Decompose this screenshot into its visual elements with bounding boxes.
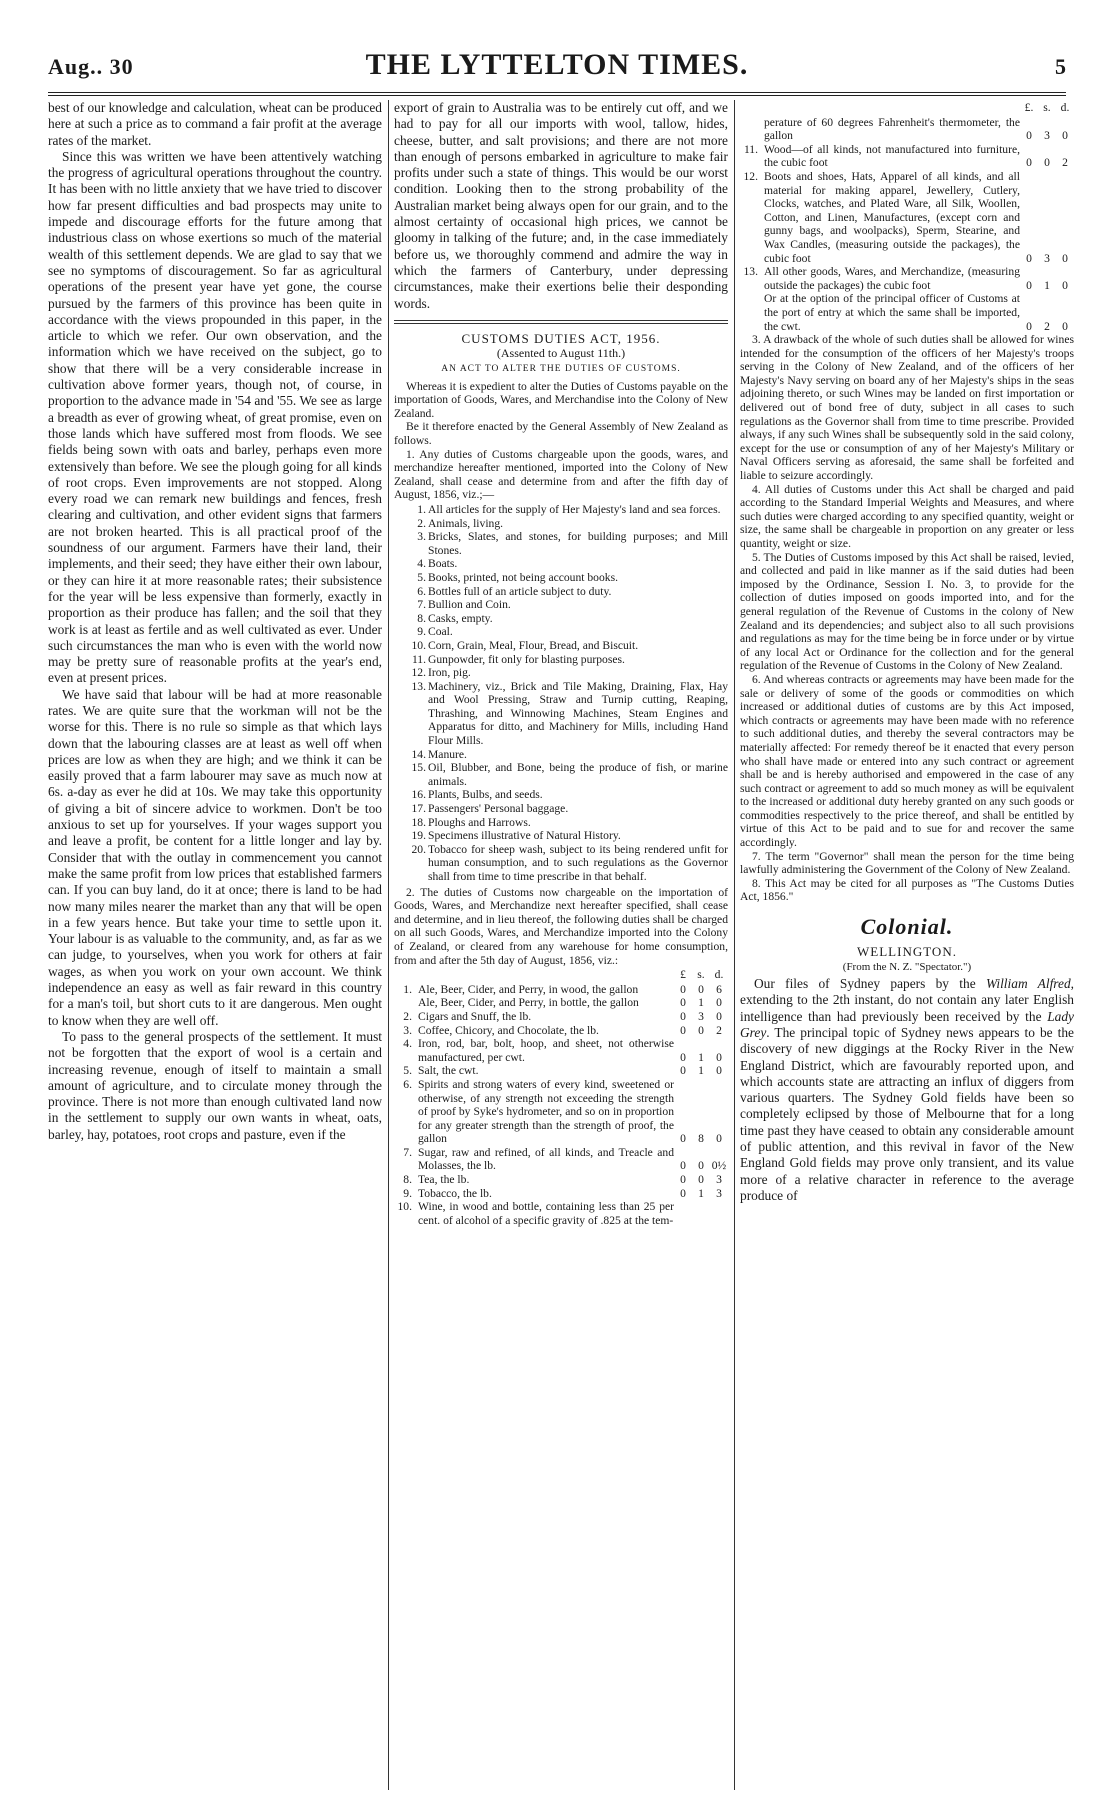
item-description: Spirits and strong waters of every kind, sweetened or otherwise, of any strength not exceeding the strength of proof by Syke's hydrometer, and so on in proportion for any greater strength than the strength of proof, the gallon [418, 1077, 674, 1146]
free-item [394, 816, 728, 830]
item-text: Bricks, Slates, and stones, for building purposes; and Mill Stones. [428, 530, 728, 557]
shillings-value: 0 [698, 1023, 704, 1037]
free-item [394, 625, 728, 639]
item-number: 7. [403, 1145, 412, 1159]
item-number: 14. [411, 747, 426, 761]
news-text: . The principal topic of Sydney news appears to be the discovery of new diggings at the Rocky River in the New England District, which are favourably reported upon, and which accounts state are attracting an influx of diggers from various quarters. The Sydney Gold fields have been so completely eclipsed by those of Melbourne that for a long time past they have ceased to obtain any considerable amount of public attention, and this revival in favor of the New England Gold fields may prove only transient, and its value more of a relative character in reference to the average produce of [740, 1024, 1074, 1203]
duty-table-continued [740, 100, 1074, 333]
shillings-value [692, 1200, 710, 1227]
free-item [394, 666, 728, 680]
shillings-value: 1 [698, 1186, 704, 1200]
pence-value: 0 [1062, 129, 1068, 143]
item-number: 5. [403, 1064, 412, 1078]
editorial-paragraph: best of our knowledge and calculation, wheat can be produced here at such a price as to command a fair profit at the average rates of the market. [48, 100, 382, 148]
item-number: 10. [411, 638, 426, 652]
shillings-value: 0 [698, 1173, 704, 1187]
duty-row [394, 996, 728, 1010]
masthead-rule-top [48, 92, 1066, 93]
free-item [394, 585, 728, 599]
act-section-5: 5. The Duties of Customs imposed by this Act shall be raised, levied, and collected and paid in like manner as if the said duties had been imposed by the Ordinance, Session I. No. 3, to provide for the collection of duties imposed on goods imported into, and for the general regulation of the Revenue of Customs in the colony of New Zealand and its dependencies; and subject also to all such provisions and regulations as may for the time being be in force under or by virtue of any local Act or Ordinance for the collection and for the general regulation of the Revenue of Customs in the Colony of New Zealand. [740, 550, 1074, 673]
pence-value [710, 1200, 728, 1227]
pence-value: 0 [716, 1132, 722, 1146]
duty-row [740, 116, 1074, 143]
free-item [394, 843, 728, 884]
duty-row [394, 1024, 728, 1038]
item-description: Tobacco, the lb. [418, 1186, 492, 1200]
wellington-heading: WELLINGTON. [857, 944, 957, 960]
item-description: Sugar, raw and refined, of all kinds, and Treacle and Molasses, the lb. [418, 1145, 674, 1173]
news-text: , extending to the 2th instant, do not contain any later English intelligence than had previously been received by the [740, 976, 1074, 1024]
issue-date: Aug.. 30 [48, 54, 134, 79]
item-number: 2. [417, 516, 426, 530]
editorial-paragraph: Since this was written we have been attentively watching the progress of agricultural operations throughout the country. It has been with no little anxiety that we have tried to discover how far present difficulties and bad prospects may unite to impede and discourage efforts for the future among that industrious class on whose exertions so much of the material wealth of this settlement depends. We are glad to say that we see no symptoms of discouragement. So far as agricultural operations of the present year have yet gone, the course pursued by the farmers of this province has been quite in accordance with the views propounded in this paper, in the article to which we refer. Our own observation, and the information which we have received on the subject, go to show that there will be a very considerable increase in cultivation above former years, though not, of course, in proportion to the advance made in '54 and '55. We see as large a breadth as ever of growing wheat, of great promise, even on those lands which have suffered most from floods. We see fields being sown with oats and barley, perhaps even more extensively than before. We see the plough going for all kinds of root crops. Even improvements are not stopped. Along every road we can remark new buildings and fences, fresh clearing and cultivation, and other evident signs that farmers are not broken hearted. This is all practical proof of the soundness of our argument. Farmers have their land, their implements, and their seed; they have either their own labour, or they can hire it at more reasonable rates; their subsistence for the year will be less expensive than formerly, exactly in proportion as their produce has fallen; and the soil that they work is at least as fertile and as well cultivated as ever. Under such circumstances the man who is even with the world now may be pretty sure of reasonable profits at the year's end, even at present prices. [48, 148, 382, 686]
shillings-value: 3 [1044, 251, 1050, 265]
act-heading: CUSTOMS DUTIES ACT, 1956. [461, 330, 661, 346]
free-item [394, 680, 728, 748]
shillings-value: 0 [1044, 156, 1050, 170]
item-description: Wood—of all kinds, not manufactured into furniture, the cubic foot [764, 142, 1020, 170]
item-description: Salt, the cwt. [418, 1064, 479, 1078]
page-number: 5 [1055, 54, 1066, 79]
currency-header: s. [1043, 101, 1051, 114]
shillings-value: 3 [1044, 129, 1050, 143]
item-number: 13. [743, 265, 758, 279]
item-text: Bottles full of an article subject to duty. [428, 584, 612, 598]
item-description: Tea, the lb. [418, 1173, 470, 1187]
pence-value: 0 [716, 1009, 722, 1023]
pounds-value: 0 [1026, 129, 1032, 143]
item-number: 17. [411, 802, 426, 816]
item-number: 8. [417, 611, 426, 625]
shillings-value: 0 [698, 1159, 704, 1173]
editorial-paragraph: To pass to the general prospects of the settlement. It must not be forgotten that the export of wool is a certain and increasing revenue, enough of itself to maintain a small amount of agriculture, and to circulate money through the province. There is not more than enough cultivated land now in the settlement to supply our own wants in wheat, oats, barley, hay, potatoes, root crops and pasture, even if the [48, 1028, 382, 1142]
item-description: Cigars and Snuff, the lb. [418, 1009, 532, 1023]
column-1-editorial [48, 100, 382, 1790]
shillings-value: 1 [1044, 278, 1050, 292]
item-number: 11. [743, 142, 758, 156]
duty-row [740, 143, 1074, 170]
duty-row [740, 265, 1074, 292]
shillings-value: 0 [698, 982, 704, 996]
item-number: 1. [403, 982, 412, 996]
free-item [394, 503, 728, 517]
pounds-value: 0 [680, 1173, 686, 1187]
act-preamble: Be it therefore enacted by the General Assembly of New Zealand as follows. [394, 420, 728, 448]
free-item [394, 653, 728, 667]
item-text: Coal. [428, 625, 453, 639]
section-rule [394, 323, 728, 324]
masthead [48, 48, 1066, 88]
duty-row [394, 1146, 728, 1173]
item-number [394, 996, 416, 1010]
item-text: Ploughs and Harrows. [428, 815, 531, 829]
pounds-value: 0 [1026, 319, 1032, 333]
item-text: Machinery, viz., Brick and Tile Making, Draining, Flax, Hay and Wool Pressing, Straw and Turnip cutting, Reaping, Thrashing, and Winnowing Machines, Steam Engines and Apparatus for ditto, and Machinery for Mills, including Hand Flour Mills. [428, 679, 728, 748]
column-3 [740, 100, 1074, 1790]
item-text: Casks, empty. [428, 611, 493, 625]
pounds-value: 0 [680, 996, 686, 1010]
item-number: 12. [411, 666, 426, 680]
pence-value: 3 [716, 1186, 722, 1200]
item-number: 3. [403, 1023, 412, 1037]
item-text: Plants, Bulbs, and seeds. [428, 788, 543, 802]
item-number: 18. [411, 815, 426, 829]
free-item [394, 761, 728, 788]
ship-name: Lady Grey [740, 1008, 1074, 1040]
ship-name: William Alfred [985, 976, 1071, 992]
item-number: 19. [411, 829, 426, 843]
shillings-value: 1 [698, 1064, 704, 1078]
act-section-3: 3. A drawback of the whole of such duties shall be allowed for wines intended for the consumption of the officers of her Majesty's troops serving in the Colony of New Zealand, and of the officers of her Majesty's Navy serving on board any of her Majesty's ships in the seas adjoining thereto, or such Wines may be landed on first importation or delivered out of bond free of duty, subject in all cases to such regulations as the Governor shall from time to time prescribe. Provided always, if any such Wines shall be subsequently sold in the said colony, except for the use or consumption of any of her Majesty's Military or Naval Officers serving as aforesaid, the same shall be forfeited and liable to seizure accordingly. [740, 333, 1074, 483]
shillings-value: 3 [698, 1009, 704, 1023]
free-item [394, 598, 728, 612]
pounds-value: 0 [680, 982, 686, 996]
free-item [394, 748, 728, 762]
item-number: 1. [417, 502, 426, 516]
duty-row [394, 983, 728, 997]
pounds-value: 0 [680, 1186, 686, 1200]
act-section-1: 1. Any duties of Customs chargeable upon the goods, wares, and merchandize hereafter mentioned, imported into the Colony of New Zealand, shall cease and determine from and after the fifth day of August, 1856, viz.;— [394, 447, 728, 502]
free-item [394, 802, 728, 816]
shillings-value: 1 [698, 1050, 704, 1064]
pence-value: 3 [716, 1173, 722, 1187]
item-number: 4. [403, 1037, 412, 1051]
column-2 [394, 100, 728, 1790]
pence-value: 6 [716, 982, 722, 996]
item-text: Books, printed, not being account books. [428, 570, 618, 584]
pounds-value: 0 [680, 1132, 686, 1146]
customs-act [394, 332, 728, 1228]
act-section-2: 2. The duties of Customs now chargeable on the importation of Goods, Wares, and Merchandize next hereafter specified, shall cease and determine, and in lieu thereof, the following duties shall be charged on all such Goods, Wares, and Merchandize imported into the Colony of Zealand, or cleared from any warehouse for home consumption, from and after the 5th day of August, 1856, viz.: [394, 885, 728, 967]
pence-value: 2 [716, 1023, 722, 1037]
item-number: 5. [417, 570, 426, 584]
item-number: 15. [411, 761, 426, 775]
free-item [394, 639, 728, 653]
column-divider-2 [734, 100, 735, 1790]
pence-value: 0 [1062, 251, 1068, 265]
act-section-8: 8. This Act may be cited for all purposes as "The Customs Duties Act, 1856." [740, 876, 1074, 904]
item-number: 6. [417, 584, 426, 598]
pounds-value: 0 [1026, 251, 1032, 265]
item-description: Ale, Beer, Cider, and Perry, in bottle, the gallon [418, 996, 639, 1010]
item-number: 6. [403, 1077, 412, 1091]
item-text: All articles for the supply of Her Majesty's land and sea forces. [428, 502, 721, 516]
colonial-heading: Colonial. [860, 914, 954, 940]
currency-header: d. [714, 968, 724, 982]
item-number: 11. [411, 652, 426, 666]
section-rule [394, 320, 728, 321]
pounds-value [674, 1200, 692, 1227]
newspaper-title: THE LYTTELTON TIMES. [365, 48, 749, 81]
item-number: 9. [403, 1186, 412, 1200]
pence-value: 0 [716, 996, 722, 1010]
currency-header: d. [1060, 101, 1070, 114]
pence-value: 2 [1062, 156, 1068, 170]
item-description: Or at the option of the principal officer of Customs at the port of entry at which the same shall be imported, the cwt. [764, 292, 1020, 333]
item-number: 7. [417, 598, 426, 612]
item-number [740, 292, 762, 333]
act-assented: (Assented to August 11th.) [496, 346, 626, 361]
free-item [394, 829, 728, 843]
duty-row [394, 1064, 728, 1078]
item-text: Manure. [428, 747, 467, 761]
item-text: Bullion and Coin. [428, 598, 511, 612]
item-text: Corn, Grain, Meal, Flour, Bread, and Biscuit. [428, 638, 639, 652]
free-item [394, 517, 728, 531]
item-number: 2. [403, 1009, 412, 1023]
free-item [394, 612, 728, 626]
free-item [394, 788, 728, 802]
act-preamble: Whereas it is expedient to alter the Duties of Customs payable on the importation of Goods, Wares, and Merchandise into the Colony of New Zealand. [394, 379, 728, 420]
pounds-value: 0 [680, 1050, 686, 1064]
pence-value: 0 [1062, 278, 1068, 292]
item-text: Oil, Blubber, and Bone, being the produce of fish, or marine animals. [428, 761, 728, 788]
item-text: Boats. [428, 557, 458, 571]
item-description: Boots and shoes, Hats, Apparel of all kinds, and all material for making apparel, Jewellery, Cutlery, Clocks, watches, and Plated Ware, all Silk, Woollen, Cotton, and Linen, Manufactures, (except corn and gunny bags, and woolpacks), Sperm, Stearine, and Wax Candles, (measuring outside the packages), the cubic foot [764, 169, 1020, 265]
pence-value: 0½ [711, 1159, 727, 1173]
free-items-list [394, 503, 728, 884]
act-section-6: 6. And whereas contracts or agreements may have been made for the sale or delivery of some of the goods or commodities on which increased or additional duties of customs are by this Act imposed, which contracts or agreements may have been made with no reference to such additional duties, and thereby the several contractors may be materially affected: For remedy thereof be it enacted that every person who shall have made or entered into any such contract or agreement shall be and is hereby authorised and empowered in the case of any such contract or agreement to add so much money as will be equivalent to the increased or additional duty hereby granted on any such goods or commodities respectively to the price thereof, and shall be entitled by virtue of this Act to be paid and to sue for and recover the same accordingly. [740, 672, 1074, 850]
duty-row [394, 1173, 728, 1187]
duty-table [394, 967, 728, 1227]
item-number: 10. [397, 1200, 412, 1214]
item-description: Iron, rod, bar, bolt, hoop, and sheet, not otherwise manufactured, per cwt. [418, 1037, 674, 1064]
free-item [394, 530, 728, 557]
item-text: Specimens illustrative of Natural History. [428, 829, 621, 843]
item-text: Iron, pig. [428, 666, 471, 680]
shillings-value: 8 [698, 1132, 704, 1146]
item-number: 4. [417, 557, 426, 571]
currency-header: £. [1024, 101, 1034, 114]
shillings-value: 2 [1044, 319, 1050, 333]
column-divider-1 [388, 100, 389, 1790]
duty-row [394, 1187, 728, 1201]
news-text: Our files of Sydney papers by the [754, 976, 986, 992]
item-number: 8. [403, 1173, 412, 1187]
duty-row [394, 1010, 728, 1024]
item-description: All other goods, Wares, and Merchandize, (measuring outside the packages) the cubic foot [764, 265, 1020, 292]
pounds-value: 0 [680, 1064, 686, 1078]
pence-value: 0 [716, 1064, 722, 1078]
shillings-value: 1 [698, 996, 704, 1010]
duty-row [394, 1200, 728, 1227]
item-text: Animals, living. [428, 516, 504, 530]
pounds-value: 0 [1026, 156, 1032, 170]
item-number: 12. [743, 169, 758, 183]
item-text: Passengers' Personal baggage. [428, 802, 569, 816]
item-description: perature of 60 degrees Fahrenheit's thermometer, the gallon [764, 115, 1020, 143]
act-section-4: 4. All duties of Customs under this Act shall be charged and paid according to the Standard Imperial Weights and Measures, and where such duties were charged according to any specified quantity, weight or size, the same shall be chargeable in proportion on any greater or less quantity, weight or size. [740, 482, 1074, 550]
duty-row [740, 170, 1074, 265]
customs-act-continued [740, 100, 1074, 904]
item-number: 13. [411, 679, 426, 693]
masthead-rule-bottom [48, 95, 1066, 96]
pounds-value: 0 [1026, 278, 1032, 292]
duty-row [394, 1037, 728, 1064]
item-description: Coffee, Chicory, and Chocolate, the lb. [418, 1023, 599, 1037]
free-item [394, 557, 728, 571]
act-section-7: 7. The term "Governor" shall mean the person for the time being lawfully administering the Government of the Colony of New Zealand. [740, 849, 1074, 877]
editorial-paragraph: We have said that labour will be had at more reasonable rates. We are quite sure that the workman will not be the worse for this. There is no rule so simple as that which lays down that the labouring classes are at least as well off when prices are low as when they are high; and we think it can be easily proved that a farm labourer may save as much now at 6s. a-day as ever he did at 10s. We may take this opportunity of giving a bit of sincere advice to workmen. Don't be too anxious to set up for yourselves. If your wages support you and leave a profit, be content for a little longer and lay by. Consider that with the outlay in commencement you cannot make the same profit from low prices that established farmers can. If you can buy land, do it at once; there is land to be had now many miles nearer the market than any that will be open in a few years hence. But take your time to settle upon it. Your labour is as valuable to the community, and, as far as we can judge, to yourselves, when you work for others at fair wages, as when you work on your own account. We think independence an easy as well as fair reward in this country for a man's toil, but short cuts to it are dangerous. Men ought to know when they are well off. [48, 686, 382, 1028]
pounds-value: 0 [680, 1159, 686, 1173]
item-text: Tobacco for sheep wash, subject to its being rendered unfit for human consumption, and to such regulations as the Governor shall from time to time prescribe in that behalf. [428, 842, 728, 884]
duty-row [394, 1078, 728, 1146]
pounds-value: 0 [680, 1009, 686, 1023]
editorial-continuation: export of grain to Australia was to be entirely cut off, and we had to pay for all our imports with wool, tallow, hides, cheese, butter, and salt provisions; and there are not more than enough of persons embarked in agriculture to make fair profits under such a state of things. This would be our worst condition. Looking then to the strong probability of the Australian market being always open for our grain, and to the almost certainty of occasional high prices, we cannot be gloomy in talking of the future; and, in the case immediately before us, we thoroughly commend and admire the way in which the farmers of Canterbury, under depressing circumstances, make their exertions belie their desponding words. [394, 100, 728, 311]
item-number: 20. [411, 842, 426, 856]
pence-value: 0 [1062, 319, 1068, 333]
item-number: 9. [417, 625, 426, 639]
item-number: 3. [417, 530, 426, 544]
item-description: Wine, in wood and bottle, containing less than 25 per cent. of alcohol of a specific gravity of .825 at the tem- [418, 1200, 674, 1227]
item-number [740, 116, 762, 143]
free-item [394, 571, 728, 585]
duty-row [740, 292, 1074, 333]
item-text: Gunpowder, fit only for blasting purposes. [428, 652, 625, 666]
item-number: 16. [411, 788, 426, 802]
currency-header: s. [697, 968, 705, 982]
act-title: AN ACT TO ALTER THE DUTIES OF CUSTOMS. [441, 364, 681, 375]
wellington-article [740, 976, 1074, 1204]
item-description: Ale, Beer, Cider, and Perry, in wood, the gallon [418, 982, 639, 996]
currency-header: £ [680, 968, 686, 982]
pence-value: 0 [716, 1050, 722, 1064]
news-source: (From the N. Z. "Spectator.") [842, 961, 972, 974]
pounds-value: 0 [680, 1023, 686, 1037]
